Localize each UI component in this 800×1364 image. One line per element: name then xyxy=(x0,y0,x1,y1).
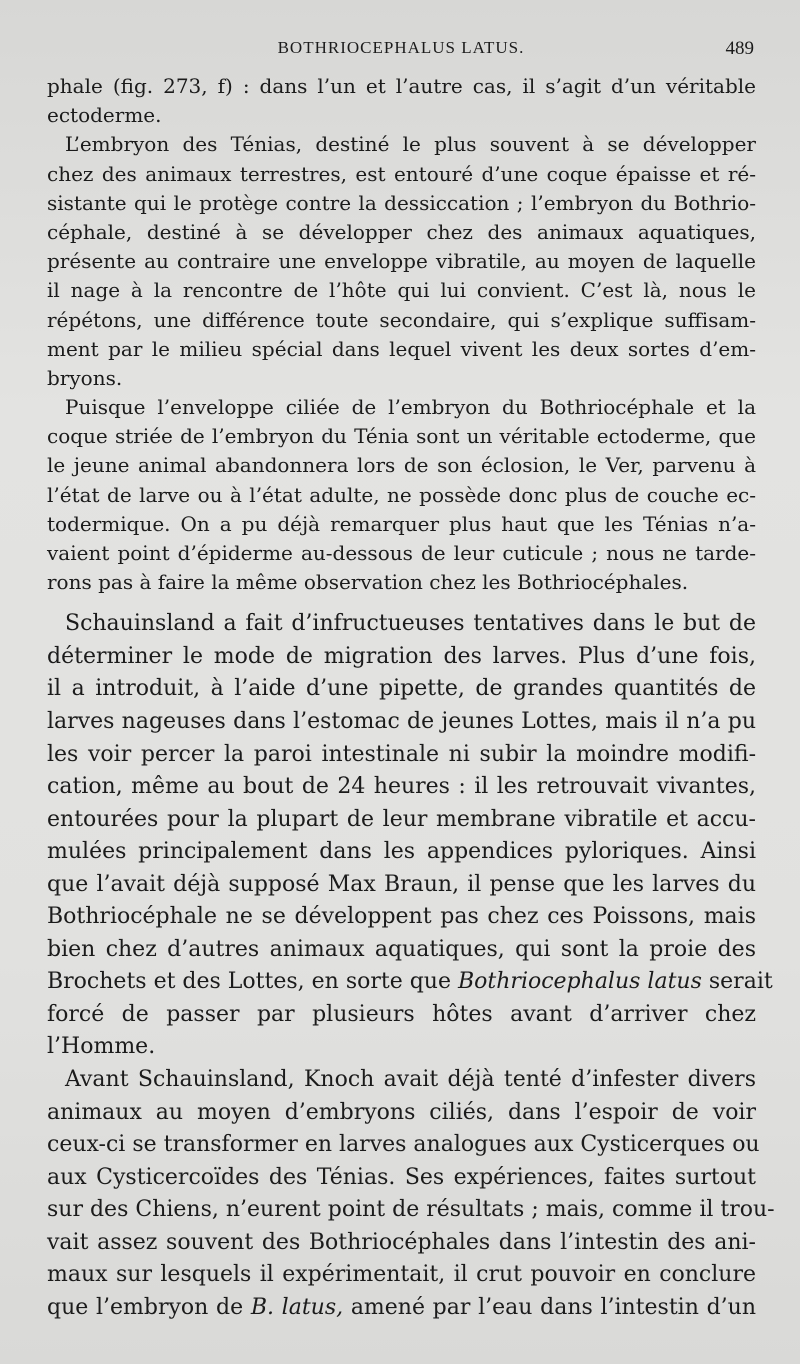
text-line: cation, même au bout de 24 heures : il les retrouvait vivantes, xyxy=(47,774,756,800)
text-segment: serait xyxy=(708,969,773,995)
paragraph-5 xyxy=(47,1064,775,1324)
text-line: l’Homme. xyxy=(47,1034,156,1060)
text-line: il a introduit, à l’aide d’une pipette, de grandes quantités de xyxy=(47,676,756,702)
text-line: que l’avait déjà supposé Max Braun, il pense que les larves du xyxy=(47,871,756,897)
text-line: larves nageuses dans l’estomac de jeunes Lottes, mais il n’a pu xyxy=(47,709,756,735)
text-segment: Brochets et des Lottes, en sorte que xyxy=(47,969,451,995)
text-line: sur des Chiens, n’eurent point de résultats ; mais, comme il trou- xyxy=(47,1197,775,1223)
paragraph-2 xyxy=(47,130,756,393)
text-line: Puisque l’enveloppe ciliée de l’embryon du Bothriocéphale et la xyxy=(65,395,756,420)
text-line: Schauinsland a fait d’infructueuses tentatives dans le but de xyxy=(65,611,756,637)
running-head xyxy=(48,38,754,64)
species-name-italic: B. latus, xyxy=(250,1294,344,1320)
text-line: vaient point d’épiderme au-dessous de leur cuticule ; nous ne tarde- xyxy=(47,541,756,565)
text-line: sistante qui le protège contre la dessiccation ; l’embryon du Bothrio- xyxy=(47,190,756,215)
text-line: bryons. xyxy=(47,365,123,390)
text-line: ment par le milieu spécial dans lequel vivent les deux sortes d’em- xyxy=(47,336,756,361)
text-line: animaux au moyen d’embryons ciliés, dans l’espoir de voir xyxy=(47,1099,756,1125)
text-line: chez des animaux terrestres, est entouré d’une coque épaisse et ré- xyxy=(47,161,756,186)
text-line: ectoderme. xyxy=(47,103,162,128)
text-line xyxy=(47,1292,756,1325)
text-line: présente au contraire une enveloppe vibratile, au moyen de laquelle xyxy=(47,249,756,274)
text-line: mulées principalement dans les appendices pyloriques. Ainsi xyxy=(47,839,756,865)
text-line: Bothriocéphale ne se développent pas chez ces Poissons, mais xyxy=(47,904,756,930)
paragraph-3 xyxy=(47,393,756,597)
species-name-italic: Bothriocephalus latus xyxy=(458,969,702,995)
text-line: les voir percer la paroi intestinale ni subir la moindre modifi- xyxy=(47,741,756,767)
text-line: déterminer le mode de migration des larves. Plus d’une fois, xyxy=(47,643,756,669)
large-print-section xyxy=(47,608,775,1324)
text-line: il nage à la rencontre de l’hôte qui lui convient. C’est là, nous le xyxy=(47,278,756,303)
text-line xyxy=(47,966,773,999)
text-line: répétons, une différence toute secondaire, qui s’explique suffisam- xyxy=(47,307,756,332)
text-line: todermique. On a pu déjà remarquer plus haut que les Ténias n’a- xyxy=(47,511,756,536)
text-line: Avant Schauinsland, Knoch avait déjà tenté d’infester divers xyxy=(65,1067,756,1093)
text-line: le jeune animal abandonnera lors de son éclosion, le Ver, parvenu à xyxy=(47,453,756,478)
text-line: céphale, destiné à se développer chez des animaux aquatiques, xyxy=(47,219,756,244)
text-line: rons pas à faire la même observation chez les Bothriocéphales. xyxy=(47,570,689,595)
section-gap xyxy=(47,597,756,608)
text-line: forcé de passer par plusieurs hôtes avant d’arriver chez xyxy=(47,1001,756,1027)
text-line: ceux-ci se transformer en larves analogues aux Cysticerques ou xyxy=(47,1132,760,1158)
running-title: BOTHRIOCEPHALUS LATUS. xyxy=(277,38,525,57)
text-line: l’état de larve ou à l’état adulte, ne possède donc plus de couche ec- xyxy=(47,482,756,507)
text-segment: amené par l’eau dans l’intestin d’un xyxy=(350,1294,756,1320)
text-line: vait assez souvent des Bothriocéphales dans l’intestin des ani- xyxy=(47,1229,756,1255)
text-line: aux Cysticercoïdes des Ténias. Ses expériences, faites surtout xyxy=(47,1164,756,1190)
small-print-section xyxy=(47,72,756,597)
body-text xyxy=(47,72,775,1324)
text-segment: que l’embryon de xyxy=(47,1294,244,1320)
text-line: maux sur lesquels il expérimentait, il crut pouvoir en conclure xyxy=(47,1262,756,1288)
text-line: phale (fig. 273, f) : dans l’un et l’autre cas, il s’agit d’un véritable xyxy=(47,74,756,98)
paragraph-1 xyxy=(47,72,756,130)
text-line: entourées pour la plupart de leur membrane vibratile et accu- xyxy=(47,806,756,832)
paragraph-4 xyxy=(47,608,773,1064)
page-number: 489 xyxy=(725,38,754,59)
text-line: bien chez d’autres animaux aquatiques, qui sont la proie des xyxy=(47,936,756,962)
text-line: coque striée de l’embryon du Ténia sont un véritable ectoderme, que xyxy=(47,424,756,449)
text-line: L’embryon des Ténias, destiné le plus souvent à se développer xyxy=(65,132,756,157)
